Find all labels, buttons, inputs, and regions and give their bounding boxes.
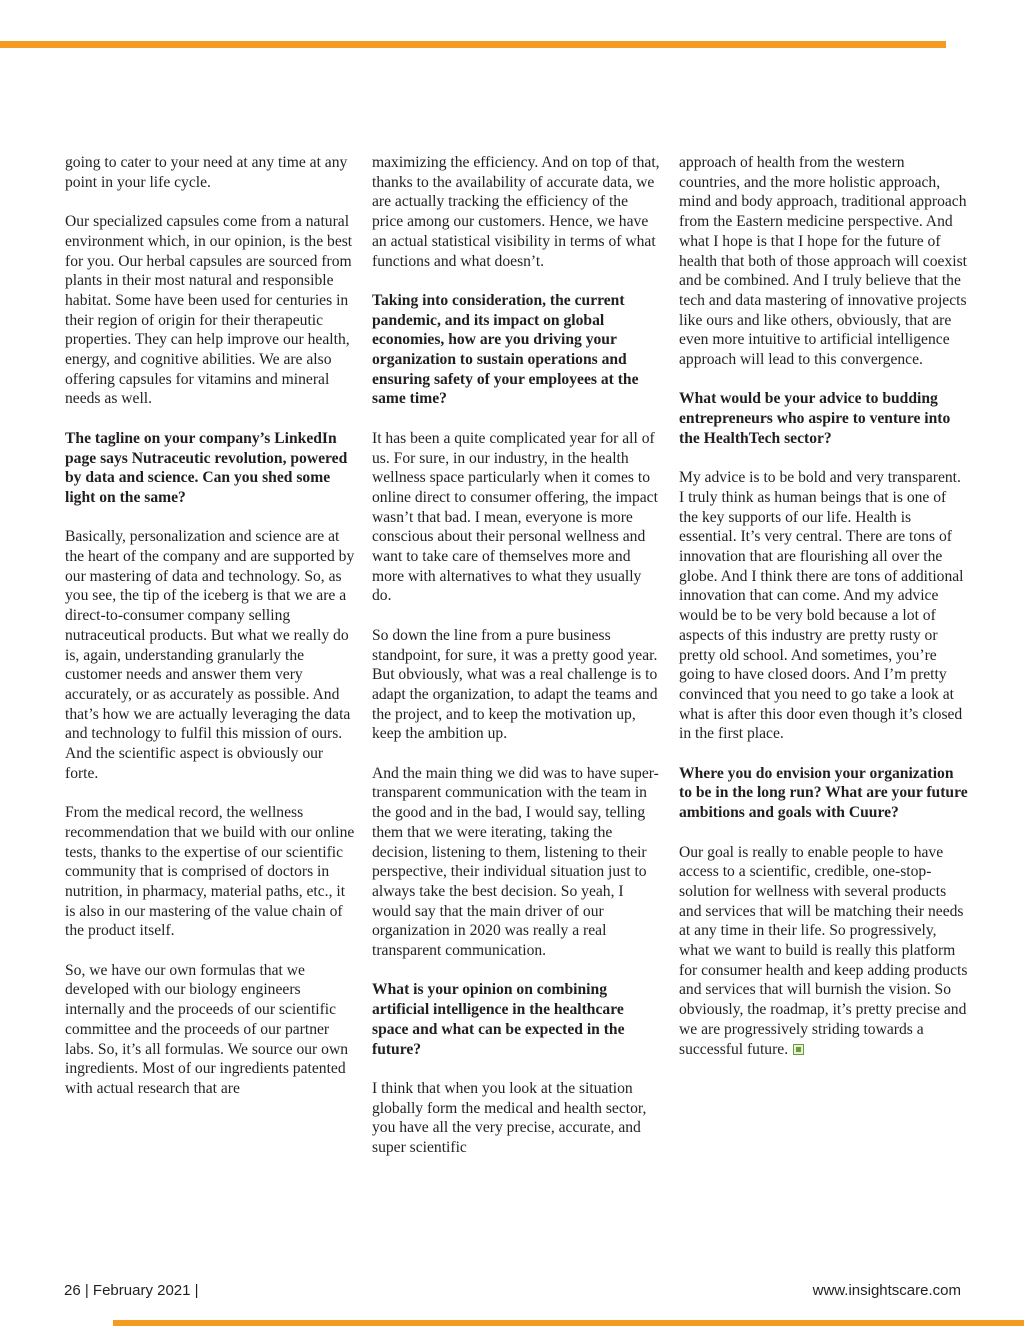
paragraph-text: Basically, personalization and science are at the heart of the company and are supported by our mastering of data and technology. So, as you see, the tip of the iceberg is that we are a direct-to-consumer company selling nutraceutical products. But what we really do is, again, understanding granularly the customer needs and answer them very accurately, or as accurately as possible. And that’s how we are actually leveraging the data and technology to fulfil this mission of ours. And the scientific aspect is obviously our forte.: [65, 528, 355, 782]
paragraph-text: What is your opinion on combining artificial intelligence in the healthcare space and what can be expected in the future?: [372, 981, 625, 1058]
paragraph-text: Where you do envision your organization to be in the long run? What are your future ambitions and goals with Cuure?: [679, 764, 968, 822]
paragraph-text: Taking into consideration, the current pandemic, and its impact on global economies, how are you driving your organization to sustain operations and ensuring safety of your employees at the same time?: [372, 291, 639, 408]
interview-question: [65, 429, 355, 508]
paragraph-text: maximizing the efficiency. And on top of that, thanks to the availability of accurate data, we are actually tracking the efficiency of the price among our customers. Hence, we have an actual statistical visibility in terms of what functions and what doesn’t.: [372, 154, 660, 270]
paragraph-text: I think that when you look at the situation globally form the medical and health sector, you have all the very precise, accurate, and super scientific: [372, 1079, 647, 1157]
body-paragraph: [65, 803, 355, 941]
article-column-1: [65, 153, 355, 1118]
body-paragraph: [65, 961, 355, 1099]
paragraph-text: What would be your advice to budding entrepreneurs who aspire to venture into the HealthTech sector?: [679, 390, 951, 447]
paragraph-text: It has been a quite complicated year for all of us. For sure, in our industry, in the health wellness space particularly when it comes to online direct to consumer offering, the impact wasn’t that bad. I mean, everyone is more conscious about their personal wellness and want to take care of themselves more and more with alternatives to what they usually do.: [372, 429, 658, 605]
body-paragraph: [65, 212, 355, 409]
top-accent-bar: [0, 41, 946, 48]
bottom-accent-bar: [113, 1320, 1024, 1326]
interview-question: [679, 764, 969, 823]
body-paragraph: [372, 429, 662, 606]
paragraph-text: Our specialized capsules come from a natural environment which, in our opinion, is the best for you. Our herbal capsules are sourced from plants in their most natural and responsible habitat. Some have been used for centuries in their region of origin for their therapeutic properties. They can help improve our health, energy, and cognitive abilities. We are also offering capsules for vitamins and mineral needs as well.: [65, 213, 353, 408]
paragraph-text: So down the line from a pure business standpoint, for sure, it was a pretty good year. But obviously, what was a real challenge is to adapt the organization, to adapt the teams and the project, and to keep the motivation up, keep the ambition up.: [372, 626, 658, 743]
end-of-article-icon: [793, 1044, 804, 1055]
interview-question: [679, 389, 969, 448]
body-paragraph: [372, 626, 662, 744]
body-paragraph: [372, 1079, 662, 1158]
paragraph-text: Our goal is really to enable people to have access to a scientific, credible, one-stop-solution for wellness with several products and services that will be matching their needs at any time in their life. So progressively, what we want to build is really this platform for consumer health and keep adding products and services that will burnish the vision. So obviously, the roadmap, it’s pretty precise and we are progressively striding towards a successful future.: [679, 843, 968, 1058]
paragraph-text: My advice is to be bold and very transparent. I truly think as human beings that is one of the key supports of our life. Health is essential. It’s very central. There are tons of innovation that are flourishing all over the globe. And I think there are tons of additional innovation that can come. And my advice would be to be very bold because a lot of aspects of this industry are pretty rusty or pretty old school. And sometimes, you’re going to have closed doors. And I’m pretty convinced that you need to go take a look at what is after this door even though it’s closed in the first place.: [679, 469, 964, 743]
paragraph-text: From the medical record, the wellness recommendation that we build with our online tests, thanks to the expertise of our scientific community that is comprised of doctors in nutrition, in pharmacy, material paths, etc., it is also in our mastering of the value chain of the product itself.: [65, 804, 355, 940]
article-column-3: [679, 153, 969, 1079]
paragraph-text: going to cater to your need at any time at any point in your life cycle.: [65, 154, 348, 191]
website-url: www.insightscare.com: [812, 1282, 961, 1299]
body-paragraph: [65, 527, 355, 783]
body-paragraph: [679, 468, 969, 744]
body-paragraph: [372, 764, 662, 961]
body-paragraph: [679, 153, 969, 370]
body-paragraph: [65, 153, 355, 192]
article-column-2: [372, 153, 662, 1177]
body-paragraph: [679, 843, 969, 1060]
paragraph-text: The tagline on your company’s LinkedIn page says Nutraceutic revolution, powered by data and science. Can you shed some light on the same?: [65, 429, 348, 506]
paragraph-text: So, we have our own formulas that we developed with our biology engineers internally and the proceeds of our scientific committee and the proceeds of our partner labs. So, it’s all formulas. We source our own ingredients. Most of our ingredients patented with actual research that are: [65, 961, 349, 1097]
interview-question: [372, 980, 662, 1059]
page-folio: 26 | February 2021 |: [64, 1282, 199, 1299]
interview-question: [372, 291, 662, 409]
body-paragraph: [372, 153, 662, 271]
paragraph-text: And the main thing we did was to have super-transparent communication with the team in the good and in the bad, I would say, telling them that we were iterating, taking the decision, listening to them, listening to their perspective, their individual situation just to always take the best decision. So yeah, I would say that the main driver of our organization in 2020 was really a real transparent communication.: [372, 764, 659, 960]
paragraph-text: approach of health from the western countries, and the more holistic approach, mind and body approach, traditional approach from the Eastern medicine perspective. And what I hope is that I hope for the future of health that both of those approach will coexist and be combined. And I truly believe that the tech and data mastering of innovative projects like ours and like others, obviously, that are even more intuitive to artificial intelligence approach will lead to this convergence.: [679, 154, 967, 369]
